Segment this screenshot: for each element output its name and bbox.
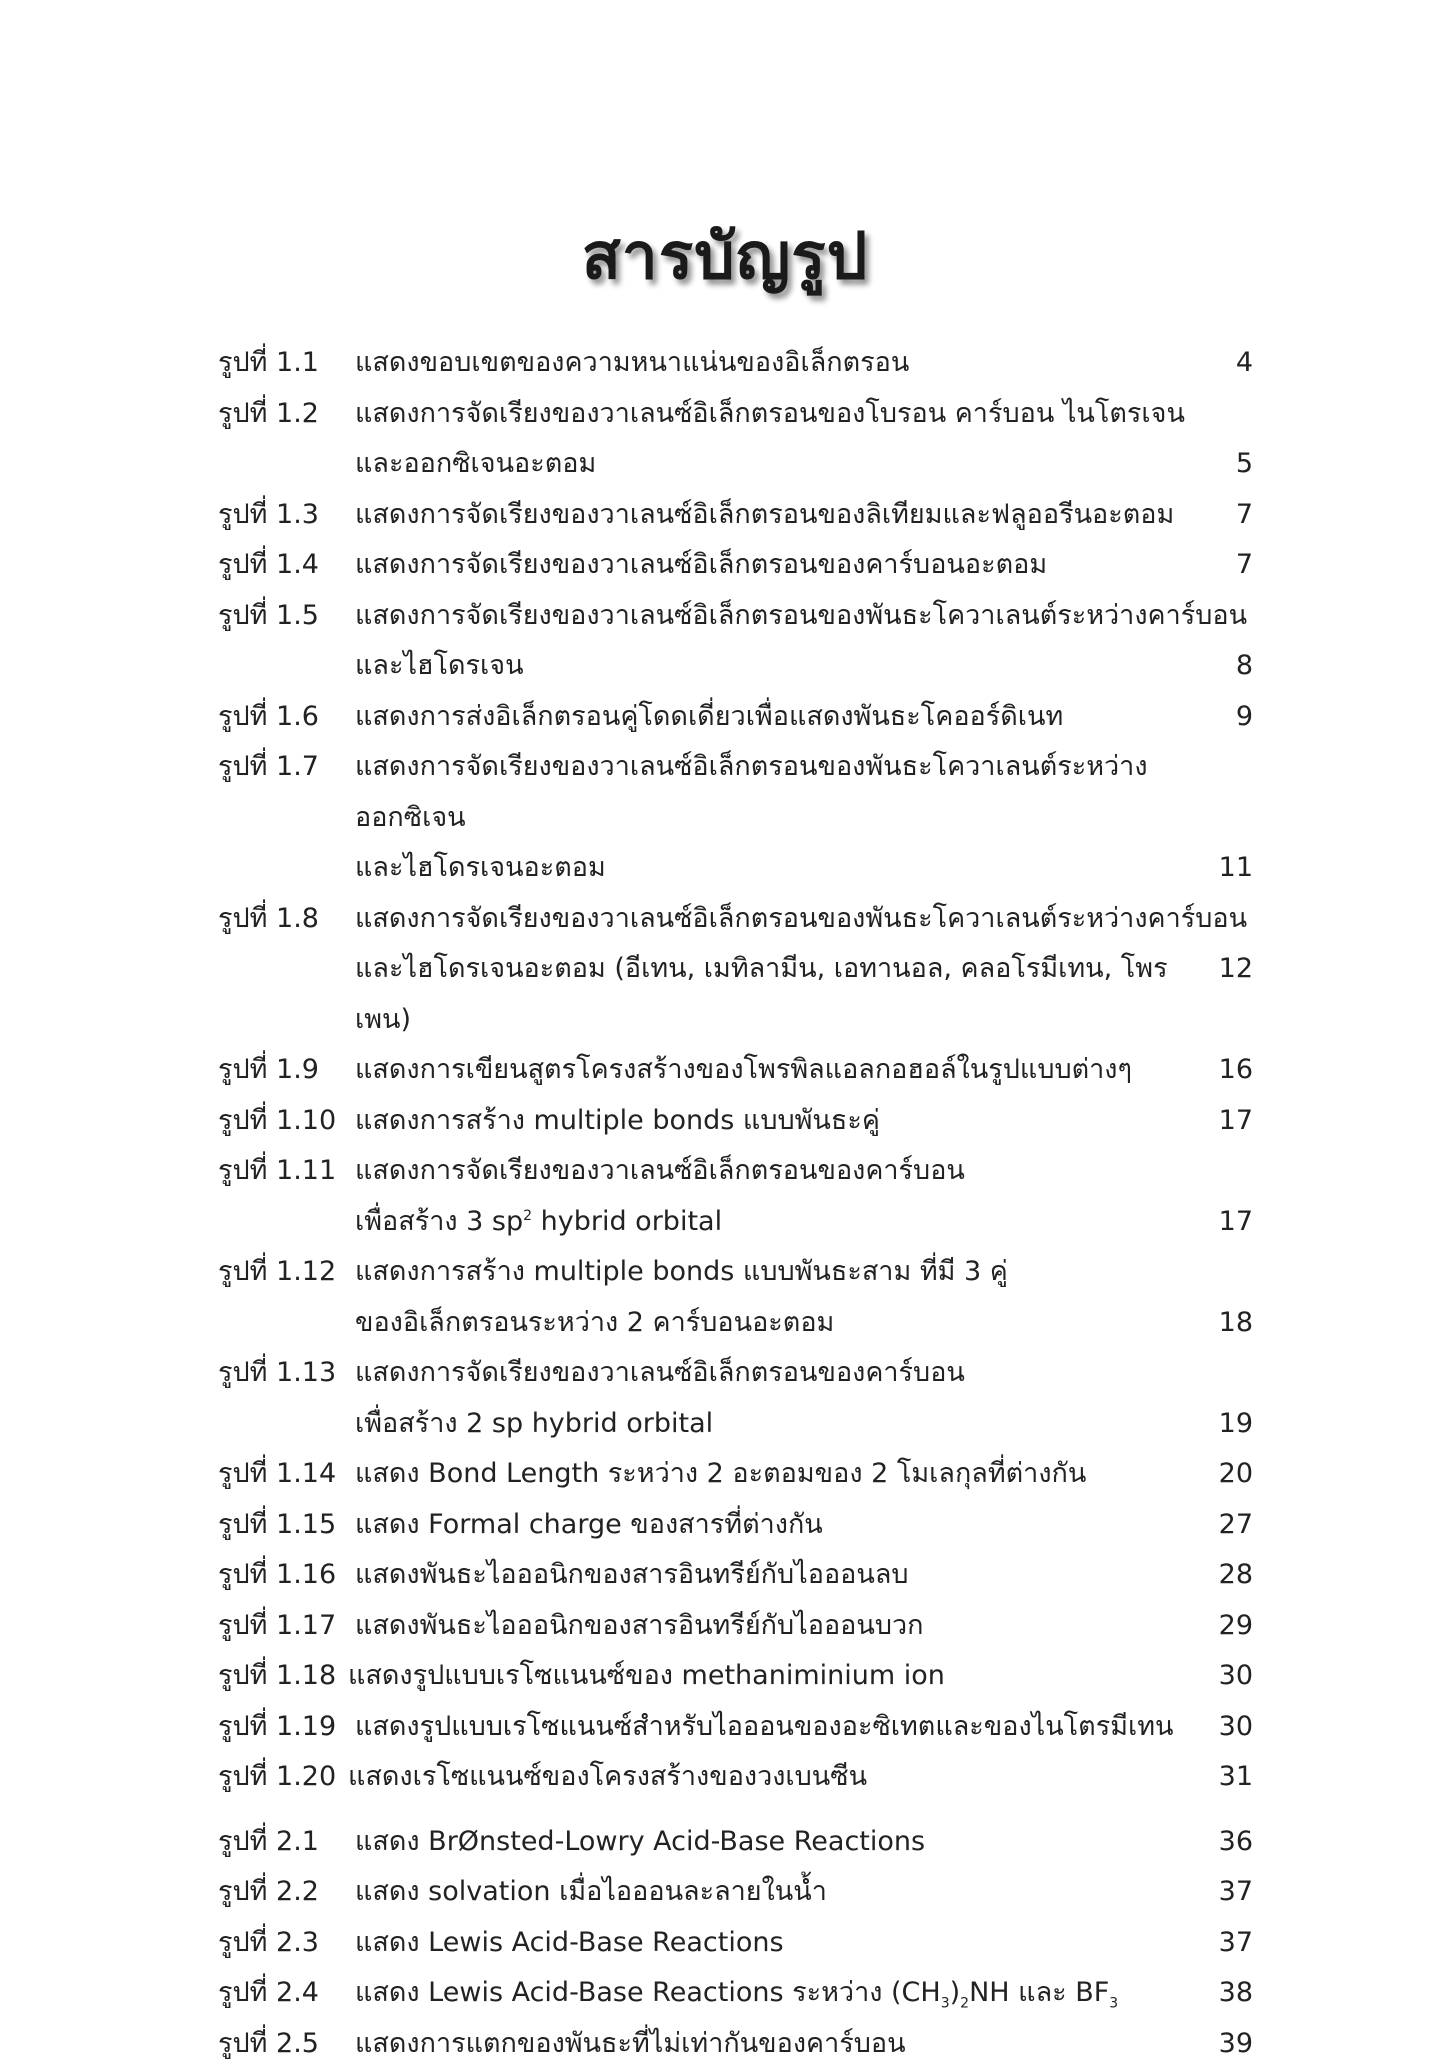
entry-line <box>355 1298 1253 1349</box>
entry-text <box>355 1146 1253 1247</box>
page-number: 39 <box>1203 2019 1253 2069</box>
figure-number: รูปที่ 1.2 <box>218 389 355 440</box>
entry-text <box>355 389 1253 490</box>
figure-caption: แสดงการเขียนสูตรโครงสร้างของโพรพิลแอลกอฮอล์ในรูปแบบต่างๆ <box>355 1045 1132 1096</box>
figure-number: รูปที่ 1.20 <box>218 1752 348 1803</box>
figure-number: รูปที่ 1.15 <box>218 1500 355 1551</box>
entry-line <box>355 1817 1253 1868</box>
toc-entry <box>218 894 1253 1046</box>
figure-caption: แสดงการจัดเรียงของวาเลนซ์อิเล็กตรอนของพันธะโควาเลนต์ระหว่างคาร์บอน <box>355 894 1247 945</box>
caption-text: hybrid orbital <box>532 1206 722 1237</box>
entry-text <box>355 742 1253 894</box>
figure-number: รูปที่ 1.3 <box>218 490 355 541</box>
figure-caption: แสดงเรโซแนนซ์ของโครงสร้างของวงเบนซีน <box>348 1752 867 1803</box>
page-number: 38 <box>1203 1968 1253 2019</box>
entry-line <box>355 389 1253 440</box>
entry-text <box>355 1449 1253 1500</box>
page-number: 37 <box>1203 1918 1253 1969</box>
figure-caption: แสดงการจัดเรียงของวาเลนซ์อิเล็กตรอนของคาร์บอนอะตอม <box>355 540 1047 591</box>
page-number: 36 <box>1203 1817 1253 1868</box>
figure-number: รูปที่ 1.18 <box>218 1651 348 1702</box>
toc-entry <box>218 1752 1253 1803</box>
figure-caption: แสดง solvation เมื่อไอออนละลายในน้ำ <box>355 1867 827 1918</box>
figure-number: รูปที่ 1.10 <box>218 1096 355 1147</box>
subscript: 2 <box>960 1995 969 2011</box>
entry-text <box>355 1247 1253 1348</box>
figure-number: รูปที่ 1.7 <box>218 742 355 793</box>
page-title: สารบัญรูป <box>0 205 1450 307</box>
entry-line <box>355 591 1253 642</box>
figure-caption: แสดง Formal charge ของสารที่ต่างกัน <box>355 1500 823 1551</box>
page-number: 4 <box>1203 338 1253 389</box>
figure-caption: แสดงรูปแบบเรโซแนนซ์สำหรับไอออนของอะซิเทตและของไนโตรมีเทน <box>355 1702 1174 1753</box>
figure-caption: แสดงการส่งอิเล็กตรอนคู่โดดเดี่ยวเพื่อแสดงพันธะโคออร์ดิเนท <box>355 692 1063 743</box>
figure-caption: แสดงขอบเขตของความหนาแน่นของอิเล็กตรอน <box>355 338 909 389</box>
entry-line <box>355 843 1253 894</box>
toc-entry <box>218 2019 1253 2069</box>
page-number: 16 <box>1203 1045 1253 1096</box>
figure-number: รูปที่ 1.6 <box>218 692 355 743</box>
figure-caption: แสดงการจัดเรียงของวาเลนซ์อิเล็กตรอนของคาร์บอน <box>355 1146 965 1197</box>
figure-number: รูปที่ 2.3 <box>218 1918 355 1969</box>
toc-entry <box>218 490 1253 541</box>
entry-line <box>355 692 1253 743</box>
toc-entry <box>218 1348 1253 1449</box>
entry-line <box>355 742 1253 843</box>
figure-caption: แสดงการจัดเรียงของวาเลนซ์อิเล็กตรอนของพันธะโควาเลนต์ระหว่างคาร์บอน <box>355 591 1247 642</box>
page-number: 11 <box>1203 843 1253 894</box>
entry-line <box>355 439 1253 490</box>
figure-caption: แสดงการจัดเรียงของวาเลนซ์อิเล็กตรอนของพันธะโควาเลนต์ระหว่างออกซิเจน <box>355 742 1253 843</box>
caption-text: NH และ BF <box>969 1977 1109 2008</box>
page-number: 37 <box>1203 1867 1253 1918</box>
page-number: 9 <box>1203 692 1253 743</box>
page-number: 29 <box>1203 1601 1253 1652</box>
entry-line <box>355 1601 1253 1652</box>
entry-text <box>355 1918 1253 1969</box>
page-number: 17 <box>1203 1197 1253 1248</box>
figure-caption: แสดง Bond Length ระหว่าง 2 อะตอมของ 2 โมเลกุลที่ต่างกัน <box>355 1449 1086 1500</box>
entry-text <box>355 591 1253 692</box>
entry-line <box>355 1449 1253 1500</box>
figure-number: รูปที่ 1.4 <box>218 540 355 591</box>
entry-line <box>348 1752 1253 1803</box>
page-number: 28 <box>1203 1550 1253 1601</box>
entry-line <box>355 641 1253 692</box>
page-number: 20 <box>1203 1449 1253 1500</box>
entry-text <box>355 2019 1253 2069</box>
entry-text <box>355 1348 1253 1449</box>
figure-caption-continued: และไฮโดรเจนอะตอม <box>355 843 606 894</box>
figure-caption-continued: ของอิเล็กตรอนระหว่าง 2 คาร์บอนอะตอม <box>355 1298 834 1349</box>
entry-line <box>355 490 1253 541</box>
entry-line <box>355 1918 1253 1969</box>
entry-line <box>355 1702 1253 1753</box>
entry-text <box>355 1601 1253 1652</box>
entry-line <box>355 1867 1253 1918</box>
page-number: 30 <box>1203 1651 1253 1702</box>
toc-entry <box>218 1968 1253 2019</box>
entry-line <box>355 1096 1253 1147</box>
figure-caption: แสดงการจัดเรียงของวาเลนซ์อิเล็กตรอนของโบรอน คาร์บอน ไนโตรเจน <box>355 389 1185 440</box>
page-number: 30 <box>1203 1702 1253 1753</box>
entry-text <box>348 1651 1253 1702</box>
figure-number: รูปที่ 1.14 <box>218 1449 355 1500</box>
page-number: 17 <box>1203 1096 1253 1147</box>
entry-line <box>355 1348 1253 1399</box>
toc-entry <box>218 389 1253 490</box>
figure-caption: แสดงรูปแบบเรโซแนนซ์ของ methaniminium ion <box>348 1651 945 1702</box>
figure-caption: แสดงการจัดเรียงของวาเลนซ์อิเล็กตรอนของคาร์บอน <box>355 1348 965 1399</box>
entry-line <box>355 1550 1253 1601</box>
figure-number: รูปที่ 1.19 <box>218 1702 355 1753</box>
toc-entry <box>218 1817 1253 1868</box>
toc-entry <box>218 742 1253 894</box>
figure-caption <box>355 1968 1118 2019</box>
page-number: 12 <box>1203 944 1253 1045</box>
figure-number: รูปที่ 2.5 <box>218 2019 355 2069</box>
toc-entry <box>218 1247 1253 1348</box>
entry-text <box>355 1500 1253 1551</box>
entry-text <box>355 1550 1253 1601</box>
figure-list <box>218 338 1253 2069</box>
caption-text: ) <box>950 1977 961 2008</box>
entry-line <box>355 1500 1253 1551</box>
toc-entry <box>218 591 1253 692</box>
figure-caption: แสดงพันธะไอออนิกของสารอินทรีย์กับไอออนลบ <box>355 1550 909 1601</box>
page-number: 18 <box>1203 1298 1253 1349</box>
toc-entry <box>218 1702 1253 1753</box>
entry-line <box>355 1197 1253 1248</box>
page-number: 7 <box>1203 540 1253 591</box>
figure-caption: แสดงการจัดเรียงของวาเลนซ์อิเล็กตรอนของลิเทียมและฟลูออรีนอะตอม <box>355 490 1174 541</box>
entry-text <box>355 338 1253 389</box>
toc-entry <box>218 1867 1253 1918</box>
entry-line <box>355 338 1253 389</box>
entry-line <box>355 1968 1253 2019</box>
figure-number: รูปที่ 2.2 <box>218 1867 355 1918</box>
entry-text <box>355 894 1253 1046</box>
figure-caption-continued: และไฮโดรเจนอะตอม (อีเทน, เมทิลามีน, เอทานอล, คลอโรมีเทน, โพรเพน) <box>355 944 1203 1045</box>
entry-line <box>355 944 1253 1045</box>
figure-number: รูปที่ 1.1 <box>218 338 355 389</box>
entry-line <box>355 1247 1253 1298</box>
entry-line <box>355 1399 1253 1450</box>
figure-caption: แสดงพันธะไอออนิกของสารอินทรีย์กับไอออนบวก <box>355 1601 923 1652</box>
toc-entry <box>218 1500 1253 1551</box>
figure-caption-continued: และออกซิเจนอะตอม <box>355 439 596 490</box>
page-number: 19 <box>1203 1399 1253 1450</box>
figure-caption: แสดงการแตกของพันธะที่ไม่เท่ากันของคาร์บอน <box>355 2019 906 2069</box>
subscript: 3 <box>1109 1995 1118 2011</box>
page-number: 5 <box>1203 439 1253 490</box>
entry-text <box>355 540 1253 591</box>
figure-number: รูปที่ 2.4 <box>218 1968 355 2019</box>
toc-entry <box>218 1449 1253 1500</box>
entry-line <box>355 894 1253 945</box>
figure-caption: แสดง Lewis Acid-Base Reactions <box>355 1918 784 1969</box>
toc-entry <box>218 1096 1253 1147</box>
entry-text <box>355 1968 1253 2019</box>
entry-text <box>355 1702 1253 1753</box>
figure-number: รูปที่ 1.5 <box>218 591 355 642</box>
entry-text <box>355 1867 1253 1918</box>
toc-entry <box>218 1651 1253 1702</box>
toc-entry <box>218 338 1253 389</box>
entry-text <box>355 1045 1253 1096</box>
figure-number: รูปที่ 2.1 <box>218 1817 355 1868</box>
toc-entry <box>218 692 1253 743</box>
page-number: 8 <box>1203 641 1253 692</box>
entry-line <box>348 1651 1253 1702</box>
figure-caption: แสดงการสร้าง multiple bonds แบบพันธะสาม ที่มี 3 คู่ <box>355 1247 1008 1298</box>
figure-number: รูปที่ 1.13 <box>218 1348 355 1399</box>
figure-caption-continued: เพื่อสร้าง 2 sp hybrid orbital <box>355 1399 713 1450</box>
figure-number: รูปที่ 1.12 <box>218 1247 355 1298</box>
entry-line <box>355 1045 1253 1096</box>
figure-number: รูปที่ 1.16 <box>218 1550 355 1601</box>
toc-entry <box>218 1550 1253 1601</box>
entry-line <box>355 1146 1253 1197</box>
figure-caption-continued: และไฮโดรเจน <box>355 641 524 692</box>
toc-entry <box>218 1601 1253 1652</box>
caption-text: แสดง Lewis Acid-Base Reactions ระหว่าง (CH <box>355 1977 941 2008</box>
figure-caption: แสดงการสร้าง multiple bonds แบบพันธะคู่ <box>355 1096 880 1147</box>
figure-caption-continued <box>355 1197 722 1248</box>
figure-number: รูปที่ 1.17 <box>218 1601 355 1652</box>
toc-entry <box>218 1918 1253 1969</box>
caption-text: เพื่อสร้าง 3 sp <box>355 1206 523 1237</box>
entry-line <box>355 540 1253 591</box>
superscript: 2 <box>523 1208 532 1224</box>
toc-entry <box>218 540 1253 591</box>
toc-entry <box>218 1045 1253 1096</box>
figure-number: รูปที่ 1.8 <box>218 894 355 945</box>
toc-entry <box>218 1146 1253 1247</box>
page-number: 7 <box>1203 490 1253 541</box>
entry-text <box>355 1096 1253 1147</box>
entry-text <box>355 692 1253 743</box>
entry-text <box>348 1752 1253 1803</box>
entry-text <box>355 1817 1253 1868</box>
page-number: 27 <box>1203 1500 1253 1551</box>
entry-line <box>355 2019 1253 2069</box>
entry-text <box>355 490 1253 541</box>
figure-number: รูปที่ 1.11 <box>218 1146 355 1197</box>
page-number: 31 <box>1203 1752 1253 1803</box>
figure-number: รูปที่ 1.9 <box>218 1045 355 1096</box>
subscript: 3 <box>941 1995 950 2011</box>
figure-caption: แสดง BrØnsted-Lowry Acid-Base Reactions <box>355 1817 925 1868</box>
